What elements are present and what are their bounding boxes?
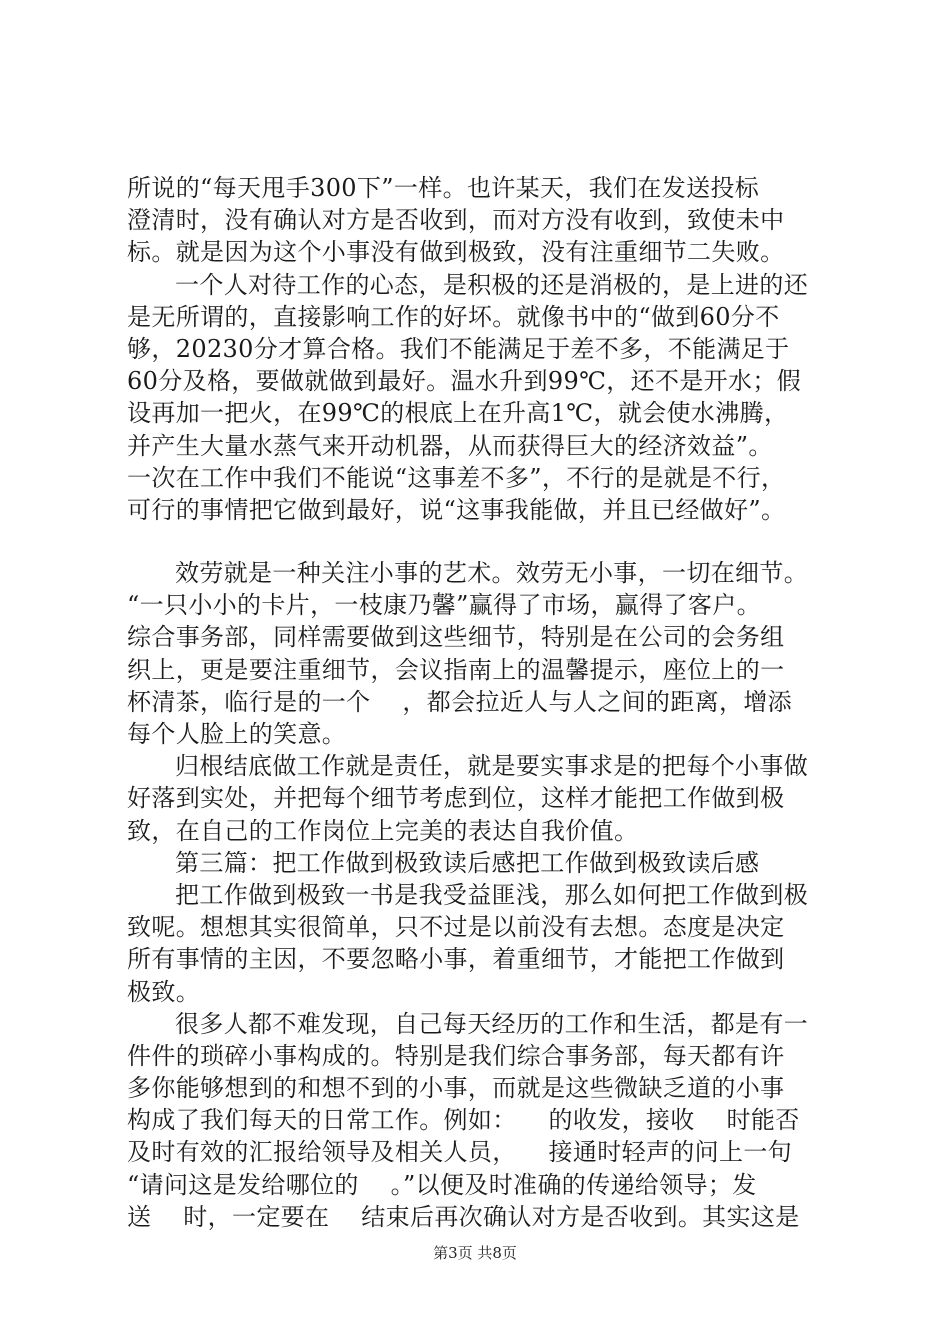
text-line: 极致。 — [127, 977, 201, 1006]
text-line: 并产生大量水蒸气来开动机器，从而获得巨大的经济效益”。 — [127, 431, 773, 460]
text-line: 每个人脸上的笑意。 — [127, 720, 347, 748]
text-line: “请问这是发给哪位的 。”以便及时准确的传递给领导；发 — [127, 1170, 757, 1199]
text-line: 一次在工作中我们不能说“这事差不多”，不行的是就是不行， — [127, 463, 786, 492]
text-line: 效劳就是一种关注小事的艺术。效劳无小事，一切在细节。 — [175, 559, 809, 588]
text-line: 可行的事情把它做到最好，说“这事我能做，并且已经做好”。 — [127, 495, 786, 524]
page-number-footer: 第3页 共8页 — [433, 1244, 517, 1262]
text-line: 够，20230分才算合格。我们不能满足于差不多，不能满足于 — [127, 334, 790, 363]
text-line: 一个人对待工作的心态，是积极的还是消极的，是上进的还 — [175, 270, 809, 299]
text-line: 好落到实处，并把每个细节考虑到位，这样才能把工作做到极 — [127, 784, 785, 813]
text-line: 是无所谓的，直接影响工作的好坏。就像书中的“做到60分不 — [127, 302, 780, 331]
text-line: 及时有效的汇报给领导及相关人员， 接通时轻声的问上一句 — [127, 1138, 793, 1167]
text-line: 杯清茶，临行是的一个 ，都会拉近人与人之间的距离，增添 — [127, 687, 793, 716]
text-line: 送 时，一定要在 结束后再次确认对方是否收到。其实这是 — [127, 1202, 800, 1231]
text-line: 件件的琐碎小事构成的。特别是我们综合事务部，每天都有许 — [127, 1041, 785, 1070]
text-line: 归根结底做工作就是责任，就是要实事求是的把每个小事做 — [175, 752, 809, 781]
text-line: 综合事务部，同样需要做到这些细节，特别是在公司的会务组 — [127, 623, 785, 652]
text-line: 设再加一把火，在99℃的根底上在升高1℃，就会使水沸腾， — [127, 399, 789, 428]
text-line: 多你能够想到的和想不到的小事，而就是这些微缺乏道的小事 — [127, 1074, 785, 1103]
text-line: 60分及格，要做就做到最好。温水升到99℃，还不是开水；假 — [127, 367, 802, 396]
text-line: 致呢。想想其实很简单，只不过是以前没有去想。态度是决定 — [127, 913, 785, 942]
text-line: 标。就是因为这个小事没有做到极致，没有注重细节二失败。 — [127, 238, 785, 267]
text-line: 把工作做到极致一书是我受益匪浅，那么如何把工作做到极 — [175, 880, 809, 909]
text-line: 澄清时，没有确认对方是否收到，而对方没有收到，致使未中 — [127, 206, 785, 235]
text-line: 很多人都不难发现，自己每天经历的工作和生活，都是有一 — [175, 1009, 809, 1038]
paragraph-spacer — [127, 526, 842, 557]
section-heading: 第三篇：把工作做到极致读后感把工作做到极致读后感 — [175, 848, 760, 877]
document-body — [127, 172, 842, 1233]
text-line: 构成了我们每天的日常工作。例如： 的收发，接收 时能否 — [127, 1106, 800, 1135]
text-line: “一只小小的卡片，一枝康乃馨”赢得了市场，赢得了客户。 — [127, 591, 761, 620]
text-line: 致，在自己的工作岗位上完美的表达自我价值。 — [127, 816, 639, 845]
text-line: 织上，更是要注重细节，会议指南上的温馨提示，座位上的一 — [127, 655, 785, 684]
text-line: 所有事情的主因，不要忽略小事，着重细节，才能把工作做到 — [127, 945, 785, 974]
text-line: 所说的“每天甩手300下”一样。也许某天，我们在发送投标 — [127, 174, 760, 202]
